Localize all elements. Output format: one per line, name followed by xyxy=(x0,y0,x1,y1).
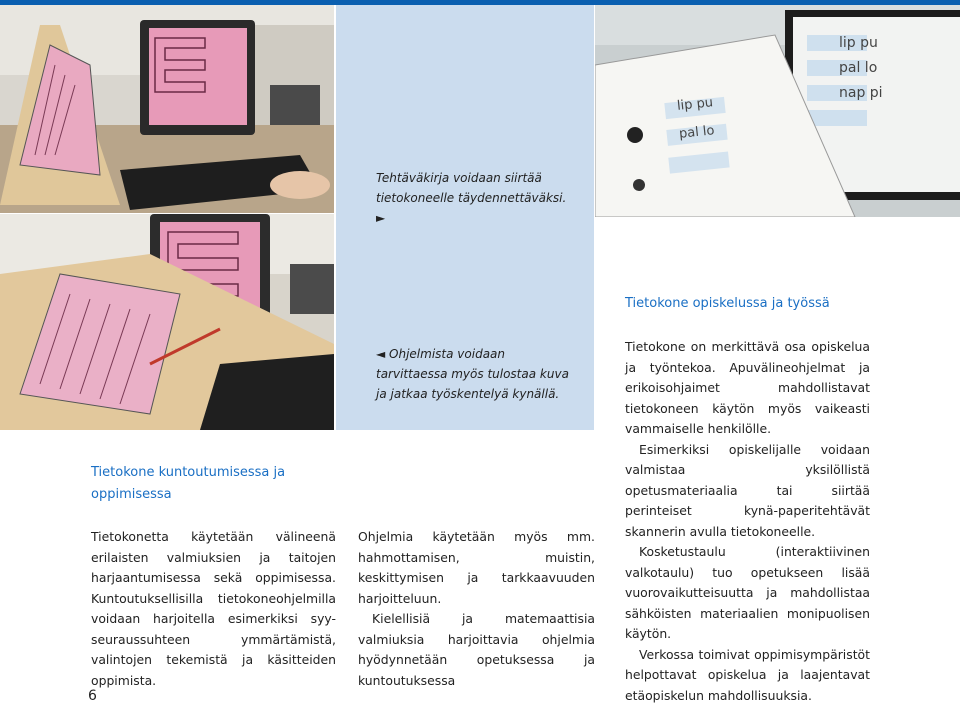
caption-bottom: ◄ Ohjelmista voidaan tarvittaessa myös tulostaa kuva ja jatkaa työskentelyä kynällä. xyxy=(376,344,576,404)
left-paragraph: Tietokonetta käytetään välineenä erilaisten valmiuksien ja taitojen harjaantumisessa sekä oppimisessa. Kuntoutuksellisilla tietokoneohjelmilla voidaan harjoitella esimerkiksi syy-seuraussuhteen ymmärtämistä, valintojen tekemistä ja käsitteiden oppimista. xyxy=(91,527,336,691)
caption-top: Tehtäväkirja voidaan siirtää tietokoneelle täydennettäväksi. ► xyxy=(376,168,572,228)
photo-maze-pen xyxy=(0,214,334,430)
right-paragraph-4: Verkossa toimivat oppimisympäristöt helpottavat opiskelua ja laajentavat etäopiskelun mahdollisuuksia. xyxy=(625,645,870,706)
middle-paragraph-2: Kielellisiä ja matemaattisia valmiuksia harjoittavia ohjelmia hyödynnetään opetuksessa ja kuntoutuksessa xyxy=(358,609,595,691)
left-body xyxy=(91,527,336,691)
left-heading: Tietokone kuntoutumisessa ja oppimisessa xyxy=(91,462,306,506)
right-body xyxy=(625,337,870,706)
photo-workbook-screen xyxy=(595,5,960,217)
middle-body xyxy=(358,527,595,691)
worksheet-word: pal lo xyxy=(839,60,877,76)
worksheet-word: pal lo xyxy=(678,123,715,142)
middle-paragraph-1: Ohjelmia käytetään myös mm. hahmottamisen, muistin, keskittymisen ja tarkkaavuuden harjoitteluun. xyxy=(358,527,595,609)
right-paragraph-1: Tietokone on merkittävä osa opiskelua ja työntekoa. Apuvälineohjelmat ja erikoisohjaimet mahdollistavat tietokoneen käytön myös vaikeasti vammaiselle henkilölle. xyxy=(625,337,870,440)
right-paragraph-3: Kosketustaulu (interaktiivinen valkotaulu) tuo opetukseen lisää vuorovaikutteisuutta ja mahdollistaa sähköisten materiaalien monipuolisen käytön. xyxy=(625,542,870,645)
right-heading: Tietokone opiskelussa ja työssä xyxy=(625,293,925,315)
right-paragraph-2: Esimerkiksi opiskelijalle voidaan valmistaa yksilöllistä opetusmateriaalia tai siirtää perinteiset kynä-paperitehtävät skannerin avulla tietokoneelle. xyxy=(625,440,870,543)
worksheet-word: lip pu xyxy=(839,35,878,51)
photo-monitor-maze xyxy=(0,5,334,213)
page-number: 6 xyxy=(88,688,97,704)
worksheet-word: nap pi xyxy=(839,85,883,101)
worksheet-word: lip pu xyxy=(676,95,713,114)
